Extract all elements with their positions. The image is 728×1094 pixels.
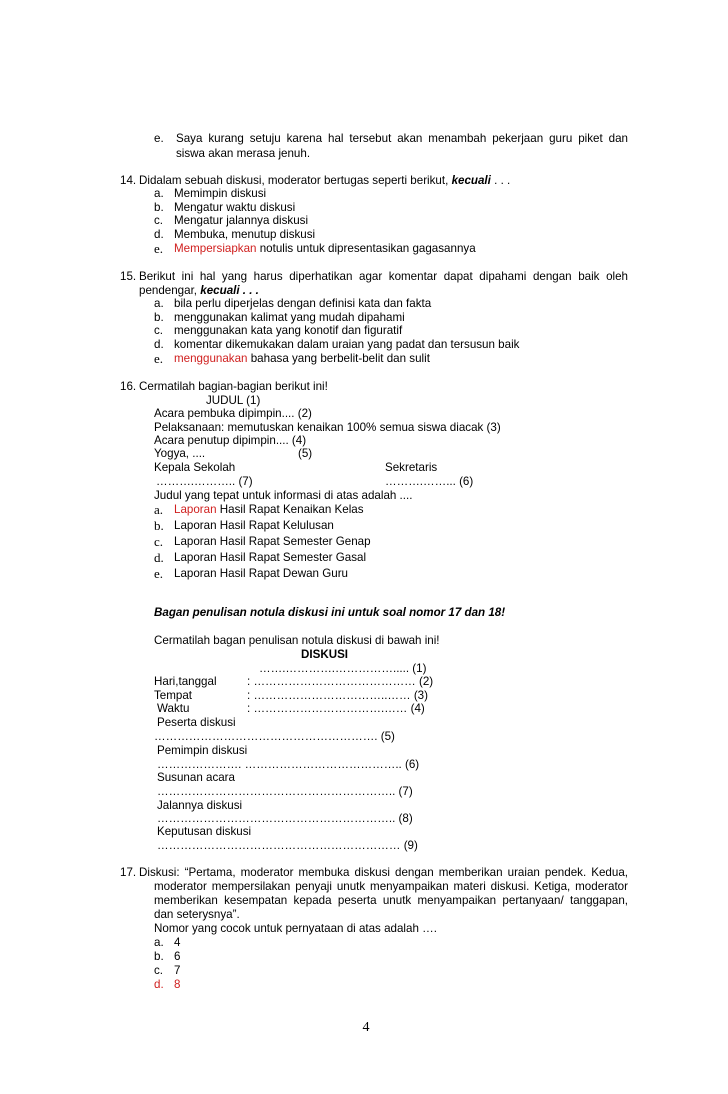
option-letter: a.	[154, 502, 164, 517]
example-line: Acara pembuka dipimpin.... (2)	[154, 407, 312, 420]
option-letter: d.	[154, 338, 164, 351]
option-text: komentar dikemukakan dalam uraian yang padat dan tersusun baik	[174, 338, 520, 351]
example-line: (5)	[298, 447, 313, 460]
question-stem: Diskusi: “Pertama, moderator membuka diskusi dengan memberikan uraian pendek. Kedua,	[139, 866, 628, 879]
question-prompt: Nomor yang cocok untuk pernyataan di atas adalah ….	[154, 922, 437, 935]
question-stem-cont: moderator mempersilakan penyaji unutk menyampaikan materi diskusi. Ketiga, moderator	[154, 880, 628, 893]
option-letter: e.	[154, 351, 164, 366]
option-letter: b.	[154, 311, 164, 324]
option-text: bila perlu diperjelas dengan definisi kata dan fakta	[174, 297, 432, 310]
notula-label: Peserta diskusi	[157, 716, 236, 729]
option-letter: e.	[154, 132, 164, 145]
notula-field: ……………………………………………………… (9)	[157, 839, 418, 852]
notula-line: …….………….……………..... (1)	[259, 662, 427, 675]
question-stem: Berikut ini hal yang harus diperhatikan agar komentar dapat dipahami dengan baik oleh	[139, 270, 628, 283]
example-kepsek: Kepala Sekolah	[154, 461, 236, 474]
option-text: menggunakan kata yang konotif dan figuratif	[174, 324, 403, 337]
notula-heading: Bagan penulisan notula diskusi ini untuk soal nomor 17 dan 18!	[154, 606, 506, 619]
notula-label: Keputusan diskusi	[157, 825, 252, 838]
notula-title: DISKUSI	[301, 648, 349, 661]
notula-label: Hari,tanggal	[154, 675, 217, 688]
option-text: Membuka, menutup diskusi	[174, 228, 316, 241]
question-stem: Cermatilah bagian-bagian berikut ini!	[139, 380, 328, 393]
option-text: 4	[174, 936, 181, 949]
example-line: ……….……….. (7)	[156, 475, 253, 488]
question-number: 15.	[120, 270, 137, 283]
question-prompt: Judul yang tepat untuk informasi di atas adalah ....	[154, 489, 413, 502]
example-line: Acara penutup dipimpin.... (4)	[154, 434, 307, 447]
option-letter: c.	[154, 324, 164, 337]
option-letter: b.	[154, 518, 164, 533]
option-letter: c.	[154, 534, 164, 549]
notula-label: Susunan acara	[157, 771, 235, 784]
notula-field: : …………………………………… (2)	[247, 675, 434, 688]
option-letter: a.	[154, 297, 164, 310]
question-stem-cont: pendengar, kecuali . . .	[139, 284, 259, 297]
notula-field: …………………. ………………………………….. (6)	[157, 758, 420, 771]
example-line: ……….……... (6)	[385, 475, 474, 488]
answer-option: Mempersiapkan notulis untuk dipresentasikan gagasannya	[174, 242, 476, 255]
option-text: 7	[174, 964, 181, 977]
option-text-cont: siswa akan merasa jenuh.	[176, 147, 311, 160]
option-text: 6	[174, 950, 181, 963]
question-stem: Didalam sebuah diskusi, moderator bertugas seperti berikut, kecuali . . .	[139, 174, 511, 187]
option-letter: c.	[154, 214, 164, 227]
option-text: Laporan Hasil Rapat Kelulusan	[174, 519, 334, 532]
example-line: Pelaksanaan: memutuskan kenaikan 100% semua siswa diacak (3)	[154, 421, 501, 434]
example-sekretaris: Sekretaris	[385, 461, 438, 474]
option-text: Laporan Hasil Rapat Semester Genap	[174, 535, 371, 548]
question-number: 17.	[120, 866, 137, 879]
answer-option: menggunakan bahasa yang berbelit-belit dan sulit	[174, 352, 430, 365]
question-stem-cont: memberikan kesempatan kepada peserta unutk menyampaikan pertanyaan/ tanggapan,	[154, 894, 628, 907]
notula-label: Pemimpin diskusi	[157, 744, 248, 757]
option-text: Laporan Hasil Rapat Semester Gasal	[174, 551, 367, 564]
option-letter: e.	[154, 241, 164, 256]
notula-label: Tempat	[154, 689, 193, 702]
option-letter: b.	[154, 950, 164, 963]
example-line: Yogya, ....	[154, 447, 206, 460]
page-number: 4	[362, 1020, 370, 1035]
option-text: menggunakan kalimat yang mudah dipahami	[174, 311, 405, 324]
option-letter: a.	[154, 936, 164, 949]
question-number: 16.	[120, 380, 137, 393]
notula-label: Jalannya diskusi	[157, 799, 243, 812]
question-number: 14.	[120, 174, 137, 187]
option-letter: d.	[154, 228, 164, 241]
option-text: Memimpin diskusi	[174, 187, 267, 200]
notula-intro: Cermatilah bagan penulisan notula diskusi di bawah ini!	[154, 634, 440, 647]
option-text: Laporan Hasil Rapat Dewan Guru	[174, 567, 349, 580]
option-text: Saya kurang setuju karena hal tersebut akan menambah pekerjaan guru piket dan	[176, 132, 628, 145]
notula-field: …………………………………………………….. (8)	[157, 812, 413, 825]
answer-option: Laporan Hasil Rapat Kenaikan Kelas	[174, 503, 364, 516]
option-text: Mengatur jalannya diskusi	[174, 214, 309, 227]
option-letter: a.	[154, 187, 164, 200]
option-letter: b.	[154, 201, 164, 214]
option-letter: d.	[154, 550, 164, 565]
notula-field: …………………………………………………….. (7)	[157, 785, 413, 798]
answer-option: 8	[174, 978, 181, 991]
question-stem-cont: dan seterysnya”.	[154, 908, 240, 921]
notula-field: …………………………………………………. (5)	[154, 730, 395, 743]
example-judul: JUDUL (1)	[206, 394, 261, 407]
notula-field: : …………………………….…… (4)	[247, 702, 425, 715]
notula-label: Waktu	[157, 702, 190, 715]
option-text: Mengatur waktu diskusi	[174, 201, 296, 214]
option-letter: c.	[154, 964, 164, 977]
answer-letter: d.	[154, 978, 164, 991]
option-letter: e.	[154, 566, 164, 581]
notula-field: : ……………………………..…… (3)	[247, 689, 428, 702]
